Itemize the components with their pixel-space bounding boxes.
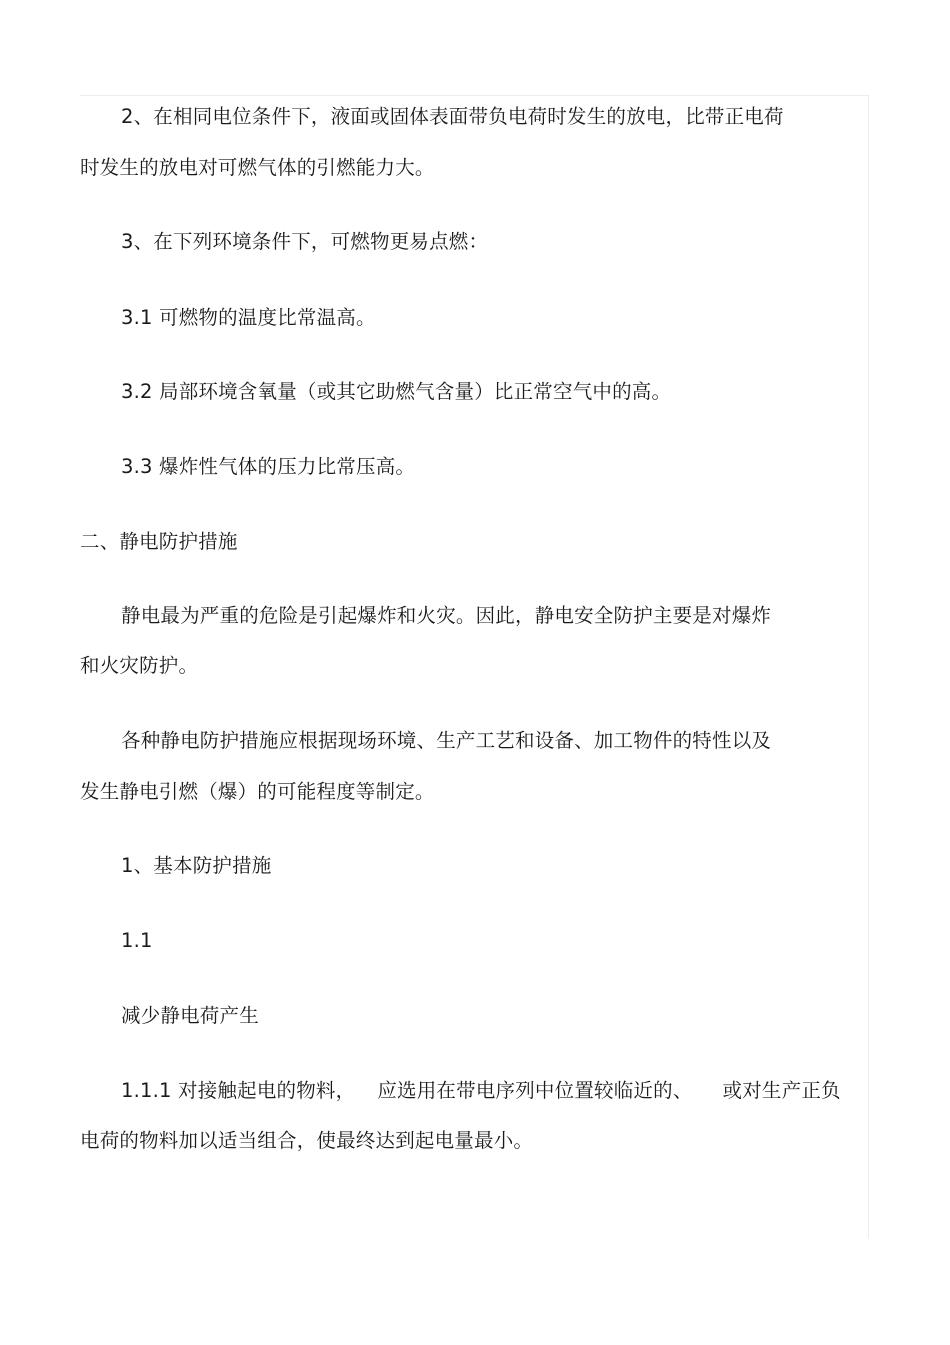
paragraph-line: 电荷的物料加以适当组合，使最终达到起电量最小。 <box>80 1129 534 1152</box>
paragraph-line: 和火灾防护。 <box>80 654 199 677</box>
section-heading: 二、静电防护措施 <box>80 530 238 553</box>
paragraph: 3.3 爆炸性气体的压力比常压高。 <box>121 455 416 478</box>
paragraph-line: 静电最为严重的危险是引起爆炸和火灾。因此，静电安全防护主要是对爆炸 <box>121 604 772 627</box>
item-number: 1.1 <box>121 929 153 952</box>
paragraph-fragment: 1.1.1 对接触起电的物料， <box>121 1079 356 1102</box>
paragraph: 3、在下列环境条件下，可燃物更易点燃： <box>121 230 489 253</box>
paragraph: 3.2 局部环境含氧量（或其它助燃气含量）比正常空气中的高。 <box>121 380 672 403</box>
paragraph-line <box>121 1079 841 1103</box>
item-title: 减少静电荷产生 <box>121 1004 259 1027</box>
paragraph-fragment: 应选用在带电序列中位置较临近的、 <box>377 1079 693 1102</box>
paragraph-line: 各种静电防护措施应根据现场环境、生产工艺和设备、加工物件的特性以及 <box>121 729 772 752</box>
sub-heading: 1、基本防护措施 <box>121 854 272 877</box>
paragraph-fragment: 或对生产正负 <box>722 1079 841 1102</box>
page-frame <box>80 95 869 1238</box>
paragraph-line: 2、在相同电位条件下，液面或固体表面带负电荷时发生的放电，比带正电荷 <box>121 105 784 128</box>
paragraph: 3.1 可燃物的温度比常温高。 <box>121 306 376 329</box>
paragraph-line: 时发生的放电对可燃气体的引燃能力大。 <box>80 156 435 179</box>
paragraph-line: 发生静电引燃（爆）的可能程度等制定。 <box>80 780 435 803</box>
